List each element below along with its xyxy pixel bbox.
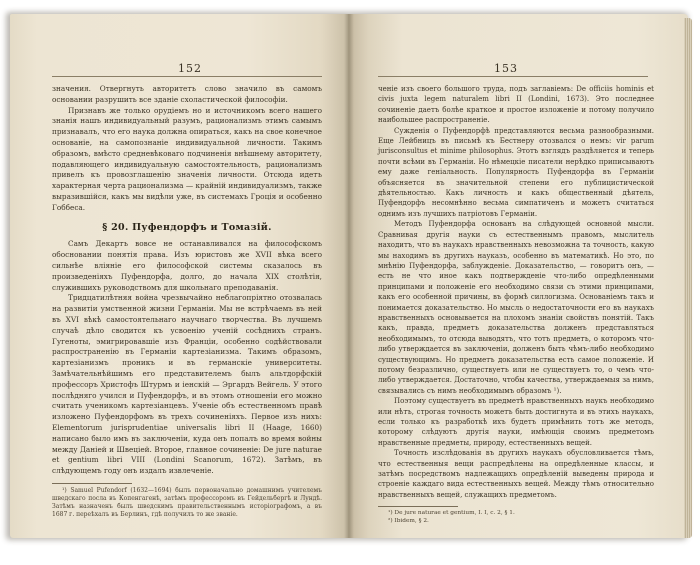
- left-paragraph: значения. Отвергнуть авторитетъ слово значило въ самомъ основании разрушить все зданіе схоластической философіи.: [52, 84, 322, 104]
- left-header-rule: [52, 76, 322, 77]
- right-footnote-rule: [378, 506, 458, 507]
- right-text-block: [378, 84, 654, 526]
- left-page: [10, 14, 348, 538]
- left-section-paragraph: Тридцатилѣтняя война чрезвычайно неблагопріятно отозвалась на развитіи умственной жизни Германіи. Мы не встрѣчаемъ въ ней въ XVI вѣкѣ самостоятельнаго научнаго творчества. Въ лучшемъ случаѣ дѣло сводится къ усвоенію ученій сосѣднихъ странъ. Гугеноты, эмигрировавшіе изъ Франціи, особенно содѣйствовали распространенію въ Германіи картезіанизма. Такимъ образомъ, картезіанизмъ проникъ и въ германскіе университеты. Замѣчательнѣйшимъ его представителемъ былъ альтдорфскій профессоръ Христофъ Штурмъ и іенскій — Эргардъ Вейгель. У этого послѣдняго учился и Пуфендорфъ, и въ этомъ отношеніи его можно считать ученикомъ картезіанцевъ. Ученіе объ естественномъ правѣ изложено Пуфендорфомъ въ трехъ сочиненіяхъ. Первое изъ нихъ: Elementorum jurisprudentiae universalis libri II (Haage, 1660) написано было имъ въ заключеніи, куда онъ попалъ во время войны между Даніей и Швеціей. Второе, главное сочиненіе: De jure naturae et gentium libri VIII (Londini Scanorum, 1672). Затѣмъ, въ слѣдующемъ году онъ издалъ извлеченіе.: [52, 293, 322, 476]
- right-page-number: 153: [494, 62, 518, 75]
- right-footnote: ²) Ibidem, § 2.: [388, 518, 429, 525]
- right-paragraph: Сужденія о Пуфендорфѣ представляются весьма разнообразными. Еще Лейбницъ въ письмѣ къ Бестнеру отозвался о немъ: vir parum jurisconsultus et minime philosophus. Этотъ взглядъ раздѣляется и теперь почти всѣми въ Германіи. Но нѣмецкіе писатели нерѣдко приписываютъ ему даже геніальность. Популярность Пуфендорфа въ Германіи объясняется въ значительной степени его публицистической дѣятельностью. Какъ личность и какъ общественный дѣятель, Пуфендорфъ несомнѣнно весьма симпатиченъ и можетъ считаться однимъ изъ лучшихъ патріотовъ Германіи.: [378, 126, 654, 218]
- page-edge-stack: [684, 18, 692, 538]
- right-paragraph: Поэтому существуетъ въ предметѣ нравственныхъ наукъ необходимо или нѣтъ, строгая точность можетъ быть достигнута и въ этихъ наукахъ, если только къ разработкѣ ихъ будетъ примѣнить тотъ же методъ, которому слѣдуютъ другія науки, имѣющія своимъ предметомъ нравственные предметы, природу, естественныхъ вещей.: [378, 397, 654, 447]
- section-heading: § 20. Пуфендорфъ и Томазій.: [102, 221, 272, 233]
- left-page-number: 152: [178, 62, 202, 75]
- left-footnote-rule: [52, 483, 132, 484]
- left-footnote: ¹) Samuel Pufendorf (1632—1694) былъ первоначально домашнимъ учителемъ шведскаго посла въ Копенгагенѣ, затѣмъ профессоромъ въ Гейдельбергѣ и Лундѣ. Затѣмъ назначенъ былъ шведскимъ правительственнымъ исторіографомъ, а въ 1687 г. переѣхалъ въ Берлинъ, гдѣ получилъ то же званіе.: [52, 486, 322, 519]
- right-paragraph: ченіе изъ своего большого труда, подъ заглавіемъ: De officiis hominis et civis juxta legem naturalem libri II (Londini, 1673). Это последнее сочиненіе даетъ болѣе краткое и простое изложеніе и потому получило наибольшее распространеніе.: [378, 85, 654, 125]
- right-paragraph: Методъ Пуфендорфа основанъ на слѣдующей основной мысли. Сравнивая другія науки съ естественнымъ правомъ, мыслитель находитъ, что въ наукахъ нравственныхъ невозможна та точность, какую мы находимъ въ другихъ науказъ, особенно въ математикѣ. Но это, по мнѣнію Пуфендорфа, заблужденіе. Доказательство, — говоритъ онъ, — есть не что иное какъ подтвержденіе что-либо опредѣленными принципами и положеніе его необходимо связи съ этими принципами, какъ его особенной причины, въ формѣ силлогизма. Основаніемъ такъ и понимается доказательство. Но мысль о недостаточности его въ наукахъ нравственныхъ основывается на плохомъ знаніи свойствъ понятій. Такъ какъ, правда, предметъ доказательства долженъ представляться необходимымъ, то отсюда выводятъ, что тотъ предметъ, о которомъ что-либо утверждается въ заключеніи, долженъ быть чѣмъ-либо необходимо существующимъ. Но предметъ доказательства есть самое положеніе. И потому безразлично, существуетъ или не существуетъ то, о чемъ что-либо утверждается. Достаточно, чтобы качества, утверждаемыя за нимъ, связывались съ нимъ необходимымъ образомъ ¹).: [378, 220, 654, 395]
- left-footnotes: [52, 487, 322, 520]
- left-section-paragraph: Самъ Декартъ вовсе не останавливался на философскомъ обосновании понятія права. Изъ юристовъ же XVII вѣка всего сильнѣе вліяніе его философской системы сказалось въ произведеніяхъ Пуфендорфа, долго, до начала XIX столѣтія, служившихъ руководствомъ для школьнаго преподаванія.: [52, 239, 322, 292]
- open-book: [8, 14, 692, 544]
- right-footnotes: [378, 510, 654, 526]
- left-paragraph: Признавъ же только орудіемъ но и источникомъ всего нашего знанія нашъ индивидуальный разумъ, рационализмъ этимъ самымъ признавалъ, что его наука должна опираться, какъ на свое конечное основаніе, на самопознаніе индивидуальной личности. Такимъ образомъ, вмѣсто средневѣковаго подчиненія внѣшнему авторитету, подавляющего индивидуальную самостоятельность, рационализмъ привелъ къ провозглашенію значенія личности. Отсюда идетъ характерная черта рационализма — крайній индивидуализмъ, также выразившійся, какъ мы видѣли уже, въ системахъ Гроція и особенно Гоббеса.: [52, 105, 322, 212]
- right-page: [348, 14, 688, 538]
- left-text-block: [52, 84, 322, 519]
- right-paragraph: Точность изслѣдованія въ другихъ наукахъ обусловливается тѣмъ, что естественныя вещи распредѣлены на опредѣленные классы, и затѣмъ посредствомъ надлежащихъ опредѣленій выведены природа и строеніе каждаго вида естественныхъ вещей. Между тѣмъ относительно нравственныхъ вещей, служащихъ предметомъ.: [378, 449, 654, 499]
- book-gutter: [344, 14, 354, 538]
- right-footnote: ¹) De jure naturae et gentium, I. I, c. 2, § 1.: [388, 510, 515, 517]
- right-header-rule: [378, 76, 648, 77]
